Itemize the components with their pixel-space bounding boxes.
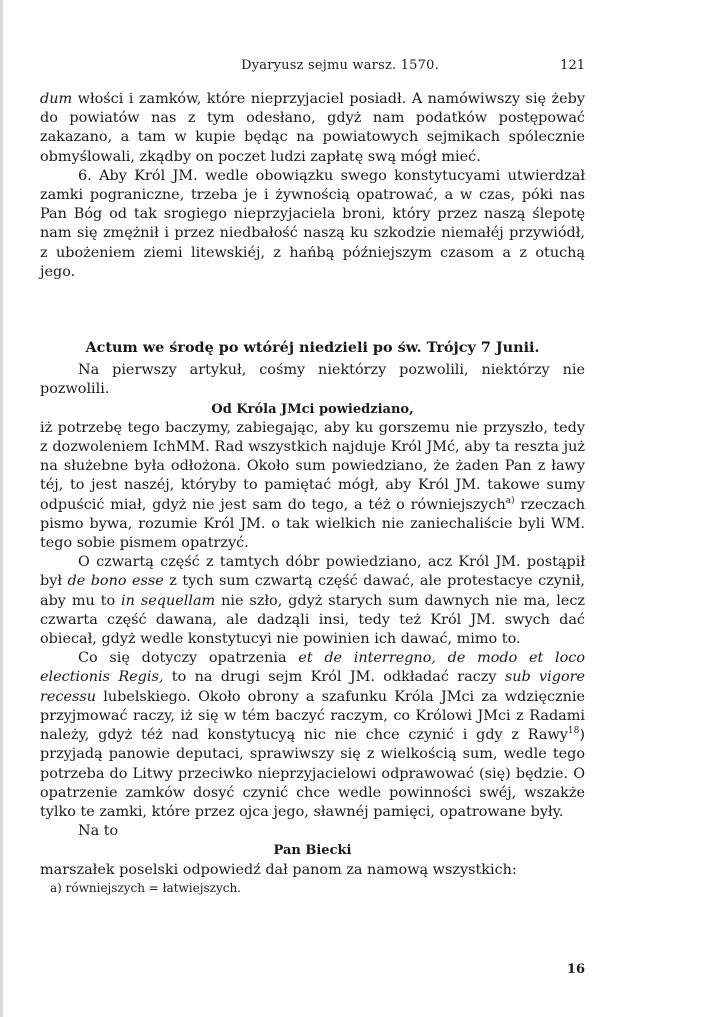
- paragraph-text: z tych sum czwartą część dawać, ale protestacye czynił, aby mu to: [40, 573, 585, 609]
- page-edge-shadow: [0, 0, 3, 1017]
- paragraph-continuation: [40, 90, 585, 167]
- italic-phrase: sub vigore recessu: [40, 669, 586, 705]
- paragraph-marshal: marszałek poselski odpowiedź dał panom za namową wszystkich:: [40, 861, 517, 878]
- italic-word: dum: [40, 91, 73, 107]
- signature-mark: 16: [566, 962, 585, 977]
- page-number: 121: [560, 58, 585, 73]
- footnote: a) równiejszych = łatwiejszych.: [50, 880, 241, 895]
- paragraph-king-reply: [40, 419, 585, 553]
- paragraph-text: włości i zamków, które nieprzyjaciel posiadł. A namówiwszy się żeby do powiatów nas z tym odesłano, gdyż nam podatków postępować zakazano, a tam w kupie będąc na powiatowych sejmikach spólecznie obmyślowali, zkądby on poczet ludzi zapłatę swą mógł mieć.: [40, 91, 585, 165]
- paragraph-fourth-part: [40, 553, 585, 649]
- paragraph-text: nie szło, gdyż starych sum dawnych nie ma, lecz czwarta część dawana, ale dadząli insi, tedy też Król JM. swych dać obiecał, gdyż wedle konstytucyi nie powinien ich dawać, mimo to.: [40, 592, 585, 648]
- footnote-marker: 18: [567, 726, 580, 737]
- paragraph-text: to na drugi sejm Król JM. odkładać raczy: [163, 669, 505, 686]
- paragraph-interregnum: [40, 649, 585, 822]
- paragraph-text: O czwartą część z tamtych dóbr powiedziano, acz Król JM. postąpił był: [40, 554, 585, 590]
- paragraph-text: iż potrzebę tego baczymy, zabiegając, aby ku gorszemu nie przyszło, tedy z dozwoleniem IchMM. Rad wszystkich najduje Król JMć, aby ta reszta już na służebne była odłożona. Około sum powiedziano, że żaden Pan z ławy téj, to jest naszéj, któryby to pamiętać mógł, aby Król JM. takowe sumy odpuścić miał, gdyż nie jest sam do tego, a téż o równiejszych: [40, 419, 585, 513]
- subheading-biecki: Pan Biecki: [273, 843, 352, 859]
- paragraph-text: rzeczach pismo bywa, rozumie Król JM. o tak wielkich nie zaniechaliście byli WM. tego sobie pismem opatrzyć.: [40, 496, 585, 552]
- italic-phrase: de bono esse: [67, 573, 164, 590]
- italic-phrase: et de interregno, de modo et loco electionis Regis,: [40, 650, 586, 686]
- running-title: Dyaryusz sejmu warsz. 1570.: [241, 58, 439, 73]
- section-heading: Actum we środę po wtóréj niedzieli po św. Trójcy 7 Junii.: [85, 339, 540, 357]
- italic-phrase: in sequellam: [121, 592, 216, 609]
- paragraph-text: Co się dotyczy opatrzenia: [78, 650, 299, 667]
- paragraph-point-6: 6. Aby Król JM. wedle obowiązku swego konstytucyami utwierdzał zamki pograniczne, trzeba je i żywnością opatrować, a w czas, póki nas Pan Bóg od tak srogiego nieprzyjaciela broni, który przez naszą ślepotę nam się zmężnił i przez niedbałość naszą ku szkodzie niemałéj przywiódł, z ubożeniem ziemi litewskiéj, z hańbą późniejszym czasom a z otuchą jego.: [40, 167, 585, 280]
- subheading-king: Od Króla JMci powiedziano,: [211, 401, 414, 417]
- paragraph-first-article: Na pierwszy artykuł, cośmy niektórzy pozwolili, niektórzy nie pozwolili.: [40, 362, 585, 398]
- footnote-marker: a): [505, 495, 515, 506]
- paragraph-text: ) przyjadą panowie deputaci, sprawiwszy się z wielkością sum, wedle tego potrzeba do Litwy przeciwko nieprzyjacielowi odprawować (się) będzie. O opatrzenie zamków dosyć czynić chce wedle powinności swéj, wszakże tylko te zamki, które przez ojca jego, sławnéj pamięci, opatrowane były.: [40, 727, 585, 820]
- body-text: [40, 90, 585, 896]
- paragraph-na-to: Na to: [78, 823, 119, 840]
- paragraph-text: lubelskiego. Około obrony a szafunku Króla JMci za wdzięcznie przyjmować raczy, iż się w tém baczyć raczym, co Królowi JMci z Radami należy, gdyż téż nad konstytucyą nic nie chce czynić i gdy z Rawy: [40, 688, 585, 744]
